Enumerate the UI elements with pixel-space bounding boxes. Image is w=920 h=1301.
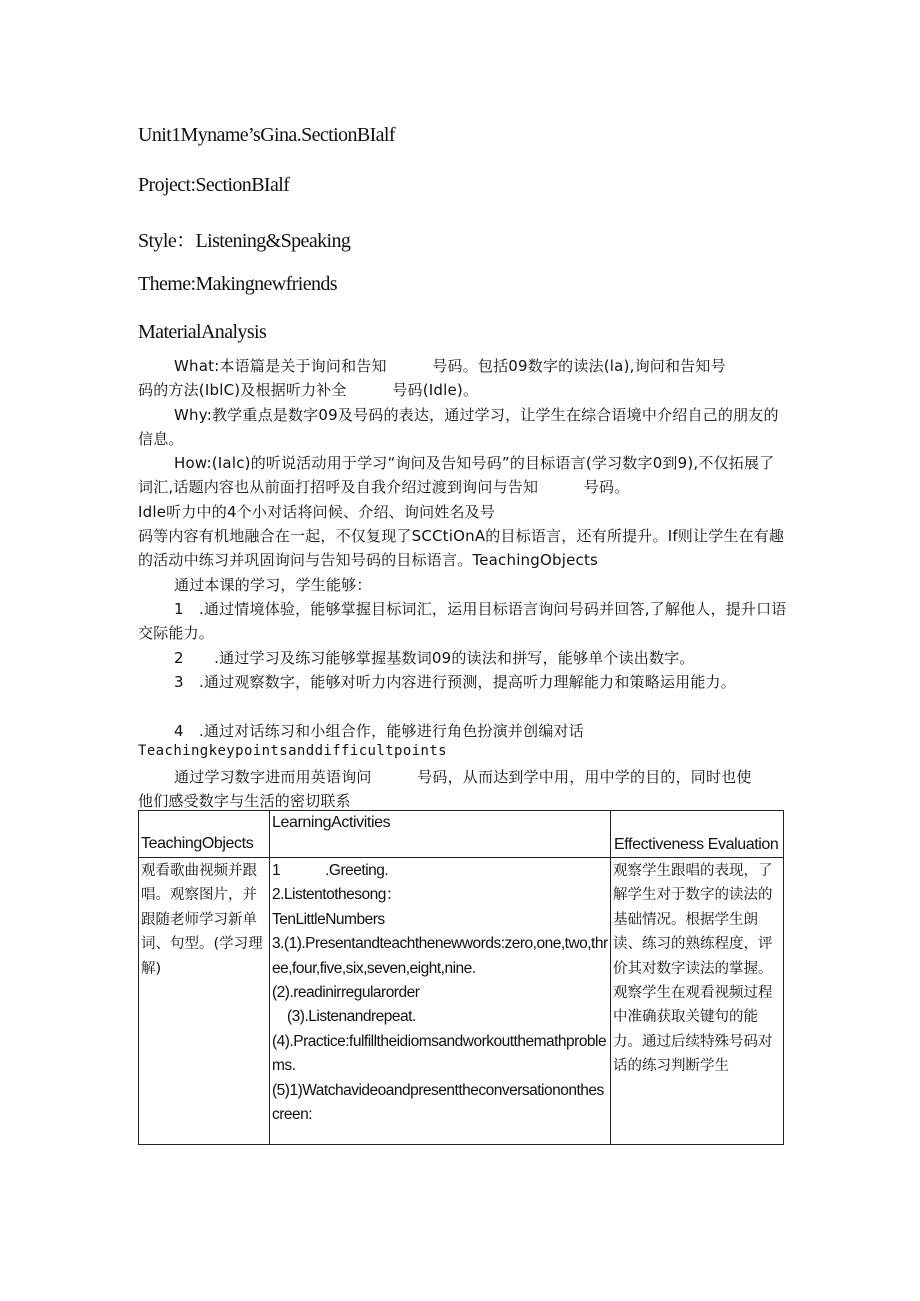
objective-item-1: 1 .通过情境体验，能够掌握目标词汇，运用目标语言询问号码并回答,了解他人，提升口语交际能力。 xyxy=(138,600,787,643)
activity-line: 2.Listentothesong： xyxy=(272,886,401,904)
table-header-row xyxy=(139,811,784,858)
header-teaching-objects: TeachingObjects xyxy=(139,811,270,858)
activity-line: TenLittleNumbers xyxy=(272,910,385,928)
objectives-cell: 观看歌曲视频并跟唱。观察图片，并跟随老师学习新单词、句型。(学习理解) xyxy=(139,858,270,1145)
theme-line: Theme:Makingnewfriends xyxy=(138,273,337,295)
objective-item-4: 4 .通过对话练习和小组合作，能够进行角色扮演并创编对话 xyxy=(174,722,584,740)
why-paragraph: Why:教学重点是数字09及号码的表达，通过学习，让学生在综合语境中介绍自己的朋友的信息。 xyxy=(138,406,779,449)
table-row xyxy=(139,858,784,1145)
activities-cell xyxy=(270,858,611,1145)
activity-line: (4).Practice:fulfilltheidiomsandworkoutthemathproblems. xyxy=(272,1032,607,1075)
header-effectiveness-evaluation: Effectiveness Evaluation xyxy=(611,811,784,858)
style-line: Style：Listening&Speaking xyxy=(138,230,351,252)
project-line: Project:SectionBIalf xyxy=(138,174,290,196)
activity-line: 1 .Greeting. xyxy=(272,862,389,879)
activity-line: 3.(1).Presentandteachthenewwords:zero,one,two,three,four,five,six,seven,eight,nine. xyxy=(272,935,608,977)
objectives-intro: 通过本课的学习，学生能够： xyxy=(174,576,372,594)
idle-line: Idle听力中的4个小对话将问候、介绍、询问姓名及号 xyxy=(138,503,496,521)
idle-paragraph: 码等内容有机地融合在一起，不仅复现了SCCtiOnA的目标语言，还有所提升。If则让学生在有趣的活动中练习并巩固询问与告知号码的目标语言。TeachingObjects xyxy=(138,527,785,570)
how-paragraph: How:(Ialc)的听说活动用于学习“询问及告知号码”的目标语言(学习数字0到9),不仅拓展了词汇,话题内容也从前面打招呼及自我介绍过渡到询问与告知 号码。 xyxy=(138,454,775,497)
material-analysis-heading: MaterialAnalysis xyxy=(138,321,267,343)
activity-line: (5)1)Watchavideoandpresenttheconversationonthescreen: xyxy=(272,1081,604,1124)
lesson-plan-table xyxy=(138,810,784,1145)
objective-item-3: 3 .通过观察数字，能够对听力内容进行预测，提高听力理解能力和策略运用能力。 xyxy=(174,673,736,691)
objective-item-2: 2 .通过学习及练习能够掌握基数词09的读法和拼写，能够单个读出数字。 xyxy=(174,649,695,667)
activity-line: (3).Listenandrepeat. xyxy=(272,1008,416,1026)
unit-title: Unit1Myname’sGina.SectionBIalf xyxy=(138,124,395,146)
evaluation-cell: 观察学生跟唱的表现，了解学生对于数字的读法的基础情况。根据学生朗读、练习的熟练程度，评价其对数字读法的掌握。观察学生在观看视频过程中准确获取关键句的能力。通过后续特殊号码对话的练习判断学生 xyxy=(611,858,784,1145)
keypoints-heading: Teachingkeypointsanddifficultpoints xyxy=(138,743,448,759)
header-learning-activities: LearningActivities xyxy=(270,811,611,858)
what-paragraph: What:本语篇是关于询问和告知 号码。包括09数字的读法(la),询问和告知号码的方法(IblC)及根据听力补全 号码(Idle)。 xyxy=(138,357,726,400)
activity-line: (2).readinirregularorder xyxy=(272,984,420,1002)
keypoints-paragraph: 通过学习数字进而用英语询问 号码，从而达到学中用，用中学的目的，同时也使他们感受数字与生活的密切联系 xyxy=(138,768,752,811)
